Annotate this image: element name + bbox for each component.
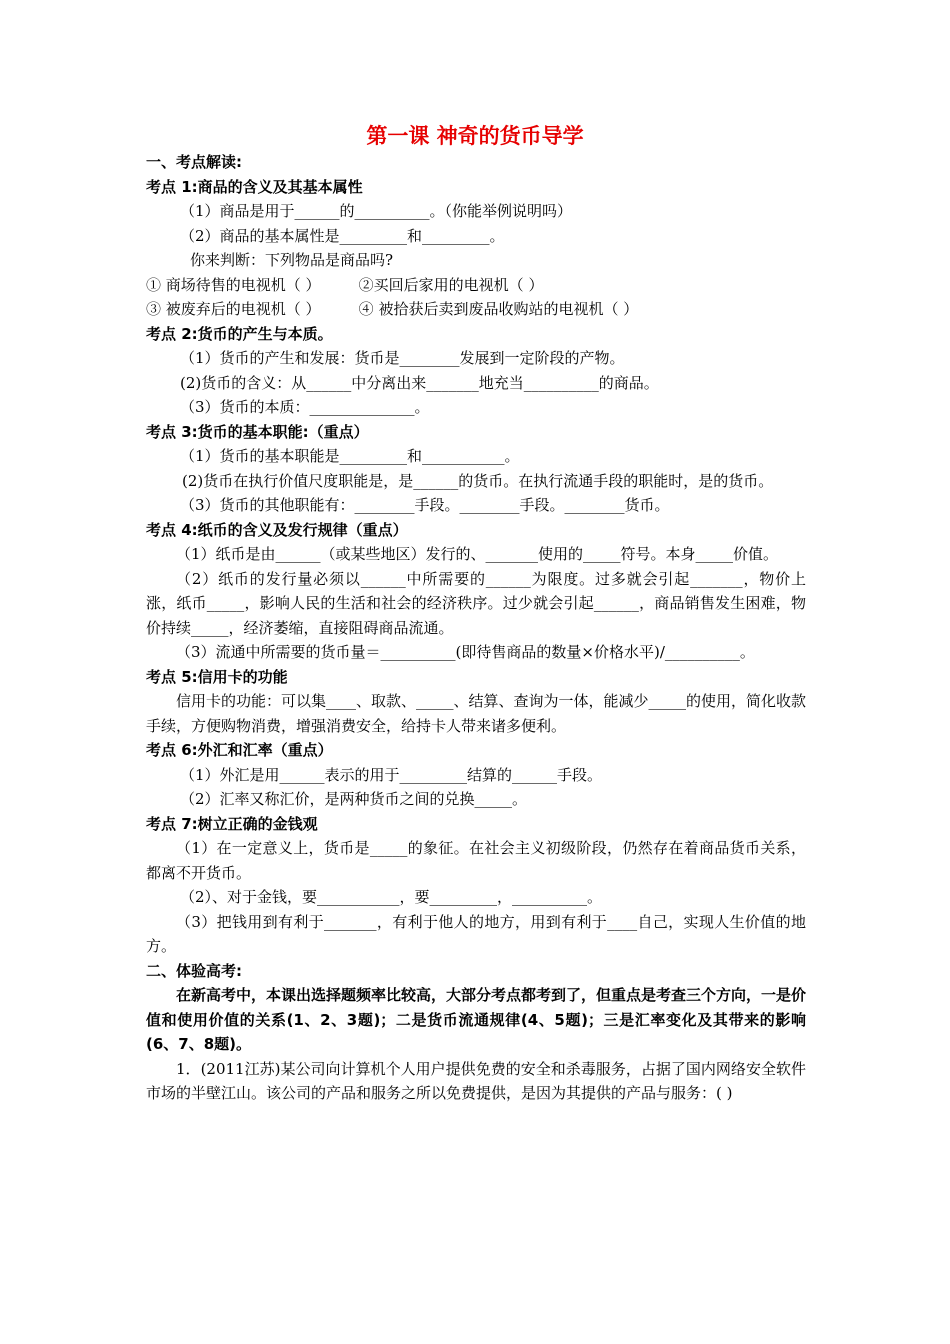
page-title: 第一课 神奇的货币导学 <box>366 124 584 148</box>
paragraph: ③ 被废弃后的电视机（ ） ④ 被拾获后卖到废品收购站的电视机（ ） <box>146 300 639 318</box>
question-1: 1．(2011江苏)某公司向计算机个人用户提供免费的安全和杀毒服务，占据了国内网络安全软件市场的半壁江山。该公司的产品和服务之所以免费提供，是因为其提供的产品与服务：( ) <box>146 1059 806 1102</box>
paragraph: （1）外汇是用______表示的用于_________结算的______手段。 <box>180 765 603 784</box>
paragraph: （3）流通中所需要的货币量＝__________(即待售商品的数量×价格水平)/__________。 <box>176 643 755 661</box>
paragraph: （3）把钱用到有利于_______，有利于他人的地方，用到有利于____自己，实现人生价值的地方。 <box>146 912 806 955</box>
paragraph: ① 商场待售的电视机（ ） ②买回后家用的电视机（ ） <box>146 275 544 294</box>
paragraph: (2)货币在执行价值尺度职能是，是______的货币。在执行流通手段的职能时，是的货币。 <box>182 471 774 490</box>
paragraph: （1）在一定意义上，货币是_____的象征。在社会主义初级阶段，仍然存在着商品货币关系，都离不开货币。 <box>146 839 806 882</box>
point-6-heading: 考点 6:外汇和汇率（重点） <box>146 741 333 759</box>
exam-summary: 在新高考中，本课出选择题频率比较高，大部分考点都考到了，但重点是考查三个方向，一是价值和使用价值的关系(1、2、3题)；二是货币流通规律(4、5题)；三是汇率变化及其带来的影响(6、7、8题)。 <box>146 986 807 1053</box>
section-heading: 一、考点解读: <box>146 153 242 171</box>
paragraph: （2）、对于金钱，要___________，要_________，__________。 <box>180 888 603 906</box>
section-heading: 二、体验高考: <box>146 961 242 980</box>
paragraph: （1）商品是用于______的__________。（你能举例说明吗） <box>180 202 573 220</box>
point-2-heading: 考点 2:货币的产生与本质。 <box>146 324 333 343</box>
paragraph: 你来判断：下列物品是商品吗? <box>190 251 394 269</box>
paragraph: （2）纸币的发行量必须以______中所需要的______为限度。过多就会引起_______，物价上涨，纸币_____，影响人民的生活和社会的经济秩序。过少就会引起______，商品销售发生困难，物价持续_____，经济萎缩，直接阻碍商品流通。 <box>146 569 806 637</box>
point-1-heading: 考点 1:商品的含义及其基本属性 <box>146 177 363 196</box>
paragraph: （2）汇率又称汇价，是两种货币之间的兑换_____。 <box>180 790 528 808</box>
paragraph: （1）货币的产生和发展：货币是________发展到一定阶段的产物。 <box>180 349 625 367</box>
paragraph: 信用卡的功能：可以集____、取款、_____、结算、查询为一体，能减少_____的使用，简化收款手续，方便购物消费，增强消费安全，给持卡人带来诸多便利。 <box>146 692 807 735</box>
paragraph: (2)货币的含义：从______中分离出来_______地充当__________的商品。 <box>180 373 659 392</box>
paragraph: （1）纸币是由______（或某些地区）发行的、_______使用的_____符号。本身_____价值。 <box>176 545 779 563</box>
paragraph: （3）货币的本质：______________。 <box>180 398 430 416</box>
point-4-heading: 考点 4:纸币的含义及发行规律（重点） <box>146 520 408 539</box>
paragraph: （3）货币的其他职能有：________手段。________手段。________货币。 <box>180 496 670 514</box>
point-3-heading: 考点 3:货币的基本职能:（重点） <box>146 422 369 441</box>
document-body <box>146 150 806 1106</box>
point-5-heading: 考点 5:信用卡的功能 <box>146 667 288 686</box>
point-7-heading: 考点 7:树立正确的金钱观 <box>146 814 318 833</box>
paragraph: （1）货币的基本职能是_________和___________。 <box>180 447 520 465</box>
paragraph: （2）商品的基本属性是_________和_________。 <box>180 226 505 245</box>
